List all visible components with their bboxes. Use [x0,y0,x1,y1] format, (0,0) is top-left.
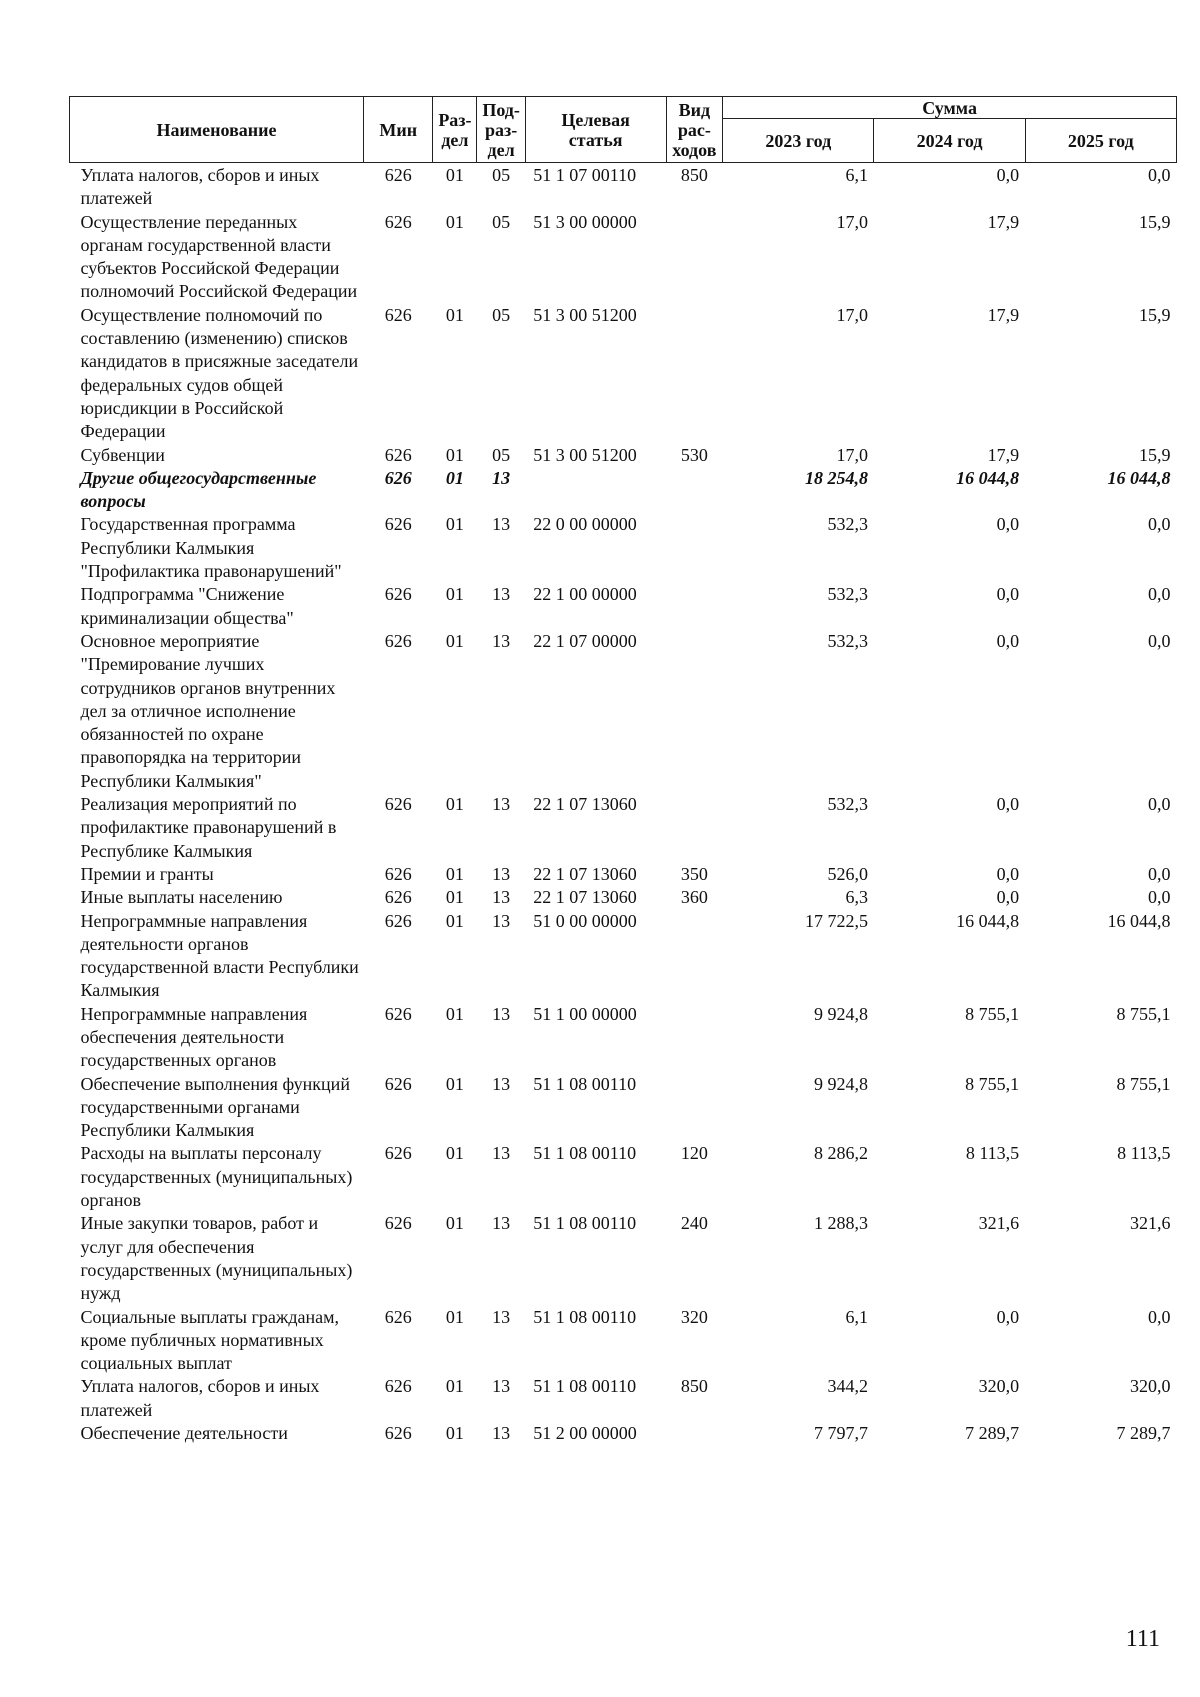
row-razdel: 01 [445,1073,464,1094]
row-min: 626 [384,514,412,535]
row-celevaya-statya: 51 1 08 00110 [533,1213,637,1234]
row-sum-2025: 15,9 [1139,211,1171,232]
row-podrazdel: 13 [492,1073,511,1094]
header-name: Наименование [70,97,364,163]
row-sum-2024: 0,0 [996,794,1020,815]
header-year-2025: 2025 год [1025,119,1176,163]
table-row [70,583,1177,630]
row-min: 626 [384,1213,412,1234]
row-sum-2023: 1 288,3 [813,1213,868,1234]
row-sum-2024: 321,6 [978,1213,1020,1234]
table-row [70,1212,1177,1305]
row-name: Осуществление переданных органам государственной власти субъектов Российской Федерации полномочий Российской Федерации [80,211,358,302]
row-sum-2024: 320,0 [978,1376,1020,1397]
row-celevaya-statya: 51 1 00 00000 [533,1003,637,1024]
row-sum-2024: 0,0 [996,887,1020,908]
row-podrazdel: 13 [492,514,511,535]
row-min: 626 [384,794,412,815]
table-row [70,630,1177,793]
row-sum-2024: 0,0 [996,514,1020,535]
row-sum-2023: 532,3 [827,514,868,535]
row-sum-2023: 17,0 [836,304,868,325]
row-sum-2023: 344,2 [827,1376,868,1397]
row-sum-2025: 0,0 [1148,1306,1171,1327]
row-razdel: 01 [445,863,464,884]
row-podrazdel: 13 [492,1003,511,1024]
row-razdel: 01 [445,887,464,908]
row-min: 626 [384,887,412,908]
row-celevaya-statya: 51 3 00 51200 [533,304,637,325]
row-sum-2023: 532,3 [827,794,868,815]
table-row [70,1375,1177,1422]
row-sum-2025: 16 044,8 [1107,467,1171,488]
row-name: Уплата налогов, сборов и иных платежей [80,165,320,209]
table-row [70,910,1177,1003]
table-row [70,1003,1177,1073]
row-podrazdel: 13 [492,1423,511,1444]
row-sum-2025: 8 113,5 [1117,1143,1171,1164]
table-row [70,1073,1177,1143]
table-header [70,97,1177,163]
table-row [70,886,1177,909]
row-name: Другие общегосударственные вопросы [80,467,317,512]
row-celevaya-statya: 51 2 00 00000 [533,1423,637,1444]
row-podrazdel: 13 [492,1143,511,1164]
row-sum-2023: 9 924,8 [813,1073,868,1094]
row-sum-2025: 320,0 [1130,1376,1171,1397]
row-name: Реализация мероприятий по профилактике правонарушений в Республике Калмыкия [80,794,337,861]
row-sum-2023: 8 286,2 [813,1143,868,1164]
row-sum-2025: 15,9 [1139,304,1171,325]
row-min: 626 [384,444,412,465]
row-sum-2025: 321,6 [1130,1213,1171,1234]
row-celevaya-statya [525,467,666,514]
row-celevaya-statya: 51 1 08 00110 [533,1376,637,1397]
row-sum-2024: 0,0 [996,1306,1020,1327]
row-sum-2023: 18 254,8 [804,467,868,488]
row-min: 626 [384,165,412,185]
table-row [70,163,1177,211]
row-min: 626 [384,304,412,325]
row-name: Подпрограмма "Снижение криминализации общества" [80,584,294,628]
row-sum-2024: 8 755,1 [965,1003,1020,1024]
row-sum-2025: 15,9 [1139,444,1171,465]
row-sum-2023: 17,0 [836,444,868,465]
row-name: Премии и гранты [80,863,214,884]
row-sum-2024: 17,9 [987,211,1020,232]
row-razdel: 01 [445,1143,464,1164]
row-podrazdel: 13 [492,467,511,488]
row-vid-rashodov: 360 [680,887,708,908]
row-sum-2025: 7 289,7 [1116,1423,1171,1444]
row-podrazdel: 13 [492,630,511,651]
row-razdel: 01 [445,304,464,325]
row-min: 626 [384,1073,412,1094]
row-vid-rashodov [666,1422,723,1445]
row-sum-2023: 9 924,8 [813,1003,868,1024]
row-celevaya-statya: 22 1 07 13060 [533,887,637,908]
row-sum-2024: 17,9 [987,444,1020,465]
row-sum-2023: 532,3 [827,584,868,605]
row-podrazdel: 13 [492,1213,511,1234]
table-row [70,211,1177,304]
row-razdel: 01 [445,1376,464,1397]
row-vid-rashodov [666,583,723,630]
row-celevaya-statya: 51 1 08 00110 [533,1143,637,1164]
row-podrazdel: 13 [492,887,511,908]
header-celevaya-statya: Целевая статья [525,97,666,163]
row-sum-2025: 0,0 [1148,794,1171,815]
row-podrazdel: 13 [492,1306,511,1327]
row-razdel: 01 [445,910,464,931]
row-podrazdel: 13 [492,1376,511,1397]
header-razdel: Раз- дел [433,97,477,163]
row-vid-rashodov [666,513,723,583]
row-celevaya-statya: 51 1 08 00110 [533,1073,637,1094]
row-name: Иные выплаты населению [80,887,283,908]
row-celevaya-statya: 51 0 00 00000 [533,910,637,931]
table-row [70,1142,1177,1212]
row-vid-rashodov [666,910,723,1003]
row-min: 626 [384,1143,412,1164]
row-min: 626 [384,1423,412,1444]
row-min: 626 [384,211,412,232]
row-podrazdel: 05 [492,165,511,185]
row-name: Основное мероприятие "Премирование лучших сотрудников органов внутренних дел за отличное исполнение обязанностей по охране правопорядка на территории Республики Калмыкия" [80,630,336,791]
row-vid-rashodov: 850 [680,165,708,185]
row-sum-2025: 0,0 [1148,514,1171,535]
row-sum-2025: 16 044,8 [1107,910,1171,931]
row-sum-2024: 16 044,8 [956,467,1020,488]
row-sum-2023: 17 722,5 [804,910,868,931]
row-vid-rashodov: 350 [680,863,708,884]
row-razdel: 01 [445,444,464,465]
table-row [70,863,1177,886]
row-min: 626 [384,910,412,931]
row-razdel: 01 [445,467,464,488]
row-sum-2024: 16 044,8 [956,910,1020,931]
row-name: Расходы на выплаты персоналу государственных (муниципальных) органов [80,1143,353,1211]
row-sum-2025: 8 755,1 [1116,1073,1171,1094]
header-year-2024: 2024 год [874,119,1025,163]
row-sum-2024: 0,0 [996,630,1020,651]
row-razdel: 01 [445,211,464,232]
row-sum-2025: 0,0 [1148,630,1171,651]
row-vid-rashodov: 120 [680,1143,708,1164]
row-sum-2025: 0,0 [1148,887,1171,908]
row-sum-2024: 17,9 [987,304,1020,325]
row-sum-2023: 17,0 [836,211,868,232]
row-celevaya-statya: 22 1 07 13060 [533,794,637,815]
table-row [70,1422,1177,1445]
row-celevaya-statya: 22 1 07 00000 [533,630,637,651]
row-sum-2023: 7 797,7 [813,1423,868,1444]
row-min: 626 [384,584,412,605]
row-vid-rashodov [666,793,723,863]
header-podrazdel: Под- раз- дел [477,97,525,163]
row-sum-2025: 8 755,1 [1116,1003,1171,1024]
row-razdel: 01 [445,630,464,651]
row-name: Уплата налогов, сборов и иных платежей [80,1376,320,1420]
row-name: Иные закупки товаров, работ и услуг для обеспечения государственных (муниципальных) нужд [80,1213,353,1304]
row-sum-2024: 8 113,5 [965,1143,1020,1164]
row-name: Непрограммные направления обеспечения деятельности государственных органов [80,1003,308,1071]
row-sum-2023: 6,1 [845,165,868,185]
row-celevaya-statya: 51 3 00 00000 [533,211,637,232]
row-name: Осуществление полномочий по составлению (изменению) списков кандидатов в присяжные заседатели федеральных судов общей юрисдикции в Российской Федерации [80,304,359,442]
row-vid-rashodov [666,211,723,304]
row-podrazdel: 13 [492,863,511,884]
row-vid-rashodov [666,467,723,514]
row-razdel: 01 [445,1003,464,1024]
row-celevaya-statya: 22 0 00 00000 [533,514,637,535]
row-sum-2024: 7 289,7 [965,1423,1020,1444]
row-name: Субвенции [80,444,165,465]
row-min: 626 [384,1306,412,1327]
row-vid-rashodov: 530 [680,444,708,465]
row-vid-rashodov: 850 [680,1376,708,1397]
row-podrazdel: 05 [492,211,511,232]
row-sum-2024: 0,0 [996,165,1020,185]
row-vid-rashodov: 320 [680,1306,708,1327]
header-vid-rashodov: Вид рас- ходов [666,97,723,163]
row-razdel: 01 [445,794,464,815]
row-name: Обеспечение выполнения функций государственными органами Республики Калмыкия [80,1073,350,1141]
row-vid-rashodov [666,1003,723,1073]
row-podrazdel: 13 [492,794,511,815]
table-row [70,1306,1177,1376]
row-celevaya-statya: 51 1 07 00110 [533,165,637,185]
row-name: Государственная программа Республики Калмыкия "Профилактика правонарушений" [80,514,342,582]
table-row [70,304,1177,444]
row-min: 626 [384,863,412,884]
row-celevaya-statya: 51 1 08 00110 [533,1306,637,1327]
table-row-section [70,467,1177,514]
row-sum-2023: 532,3 [827,630,868,651]
row-sum-2023: 6,3 [845,887,868,908]
header-min: Мин [364,97,433,163]
row-min: 626 [384,1003,412,1024]
row-razdel: 01 [445,584,464,605]
row-sum-2024: 0,0 [996,863,1020,884]
row-podrazdel: 05 [492,444,511,465]
row-sum-2023: 6,1 [845,1306,868,1327]
row-razdel: 01 [445,1306,464,1327]
row-name: Обеспечение деятельности [80,1423,288,1444]
row-sum-2025: 0,0 [1148,584,1171,605]
page-number: 111 [1125,1626,1160,1652]
row-celevaya-statya: 22 1 07 13060 [533,863,637,884]
budget-table [69,96,1177,1445]
header-year-2023: 2023 год [723,119,874,163]
row-name: Социальные выплаты гражданам, кроме публичных нормативных социальных выплат [80,1306,339,1374]
table-row [70,444,1177,467]
row-razdel: 01 [445,514,464,535]
row-sum-2025: 0,0 [1148,165,1171,185]
table-body [70,163,1177,1446]
row-vid-rashodov: 240 [680,1213,708,1234]
row-celevaya-statya: 22 1 00 00000 [533,584,637,605]
row-min: 626 [384,1376,412,1397]
table-row [70,793,1177,863]
row-vid-rashodov [666,304,723,444]
row-celevaya-statya: 51 3 00 51200 [533,444,637,465]
row-razdel: 01 [445,165,464,185]
row-podrazdel: 13 [492,910,511,931]
table-row [70,513,1177,583]
row-sum-2025: 0,0 [1148,863,1171,884]
row-sum-2024: 0,0 [996,584,1020,605]
row-name: Непрограммные направления деятельности органов государственной власти Республики Калмыкия [80,910,359,1001]
row-sum-2023: 526,0 [827,863,868,884]
row-razdel: 01 [445,1213,464,1234]
row-vid-rashodov [666,1073,723,1143]
row-min: 626 [384,467,412,488]
row-vid-rashodov [666,630,723,793]
header-summa: Сумма [723,97,1177,119]
row-podrazdel: 05 [492,304,511,325]
row-razdel: 01 [445,1423,464,1444]
row-podrazdel: 13 [492,584,511,605]
row-sum-2024: 8 755,1 [965,1073,1020,1094]
row-min: 626 [384,630,412,651]
